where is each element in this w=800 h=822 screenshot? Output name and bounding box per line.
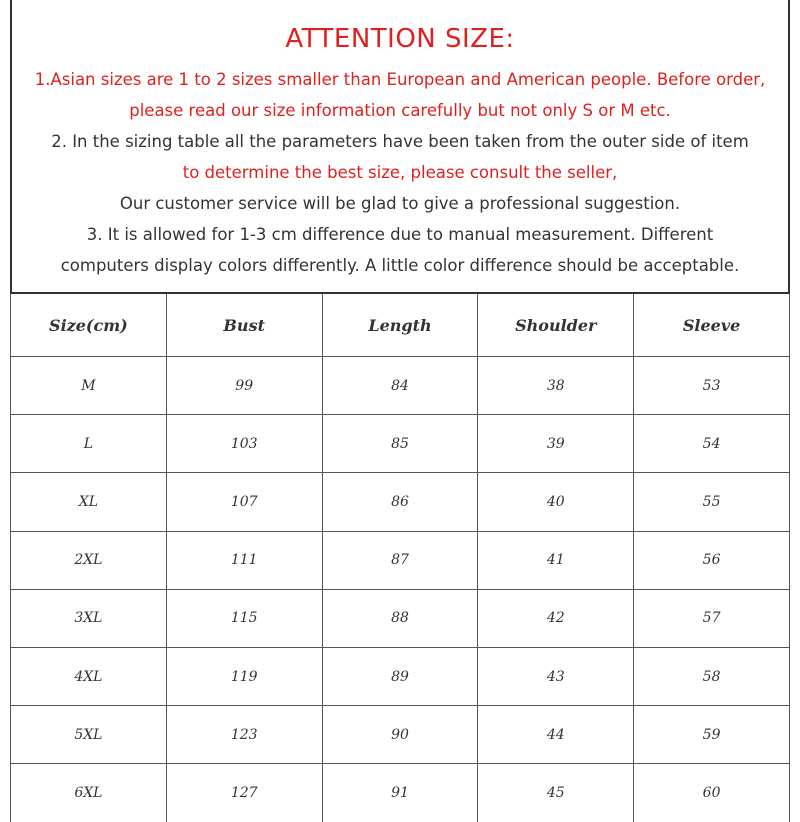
cell-length: 87 [322,531,478,589]
table-row [11,357,790,415]
notice-line-4: to determine the best size, please consult the seller, [182,163,618,182]
cell-bust: 107 [166,473,322,531]
cell-bust: 99 [166,357,322,415]
cell-length: 88 [322,589,478,647]
size-table [10,292,790,822]
header-sleeve: Sleeve [634,293,790,357]
table-row [11,473,790,531]
notice-title: ATTENTION SIZE: [285,24,515,54]
cell-shoulder: 45 [478,764,634,822]
cell-shoulder: 42 [478,589,634,647]
cell-bust: 127 [166,764,322,822]
notice-line-3: 2. In the sizing table all the parameters have been taken from the outer side of item [51,132,749,151]
cell-shoulder: 38 [478,357,634,415]
cell-sleeve: 54 [634,415,790,473]
cell-length: 86 [322,473,478,531]
cell-shoulder: 39 [478,415,634,473]
cell-sleeve: 58 [634,647,790,705]
cell-length: 84 [322,357,478,415]
cell-sleeve: 56 [634,531,790,589]
notice-line-7: computers display colors differently. A little color difference should be acceptable. [60,256,740,275]
notice-line-5: Our customer service will be glad to give a professional suggestion. [119,194,681,213]
notice-line-2: please read our size information carefully but not only S or M etc. [129,101,671,120]
table-row [11,531,790,589]
cell-sleeve: 57 [634,589,790,647]
cell-size: 6XL [11,764,167,822]
cell-size: 2XL [11,531,167,589]
cell-size: 4XL [11,647,167,705]
table-row [11,415,790,473]
table-row [11,589,790,647]
cell-shoulder: 40 [478,473,634,531]
cell-length: 85 [322,415,478,473]
cell-bust: 119 [166,647,322,705]
cell-shoulder: 41 [478,531,634,589]
cell-length: 91 [322,764,478,822]
table-header-row [11,293,790,357]
cell-sleeve: 53 [634,357,790,415]
cell-bust: 123 [166,706,322,764]
cell-length: 89 [322,647,478,705]
header-length: Length [322,293,478,357]
cell-bust: 111 [166,531,322,589]
notice-line-1: 1.Asian sizes are 1 to 2 sizes smaller than European and American people. Before order, [34,70,766,89]
cell-length: 90 [322,706,478,764]
table-row [11,647,790,705]
table-row [11,764,790,822]
cell-size: M [11,357,167,415]
table-row [11,706,790,764]
cell-bust: 103 [166,415,322,473]
cell-size: L [11,415,167,473]
header-shoulder: Shoulder [478,293,634,357]
cell-shoulder: 43 [478,647,634,705]
header-bust: Bust [166,293,322,357]
cell-sleeve: 59 [634,706,790,764]
cell-size: 5XL [11,706,167,764]
cell-size: XL [11,473,167,531]
attention-notice [10,0,790,292]
cell-bust: 115 [166,589,322,647]
notice-line-6: 3. It is allowed for 1-3 cm difference due to manual measurement. Different [86,225,714,244]
cell-sleeve: 55 [634,473,790,531]
cell-sleeve: 60 [634,764,790,822]
cell-size: 3XL [11,589,167,647]
cell-shoulder: 44 [478,706,634,764]
header-size: Size(cm) [11,293,167,357]
